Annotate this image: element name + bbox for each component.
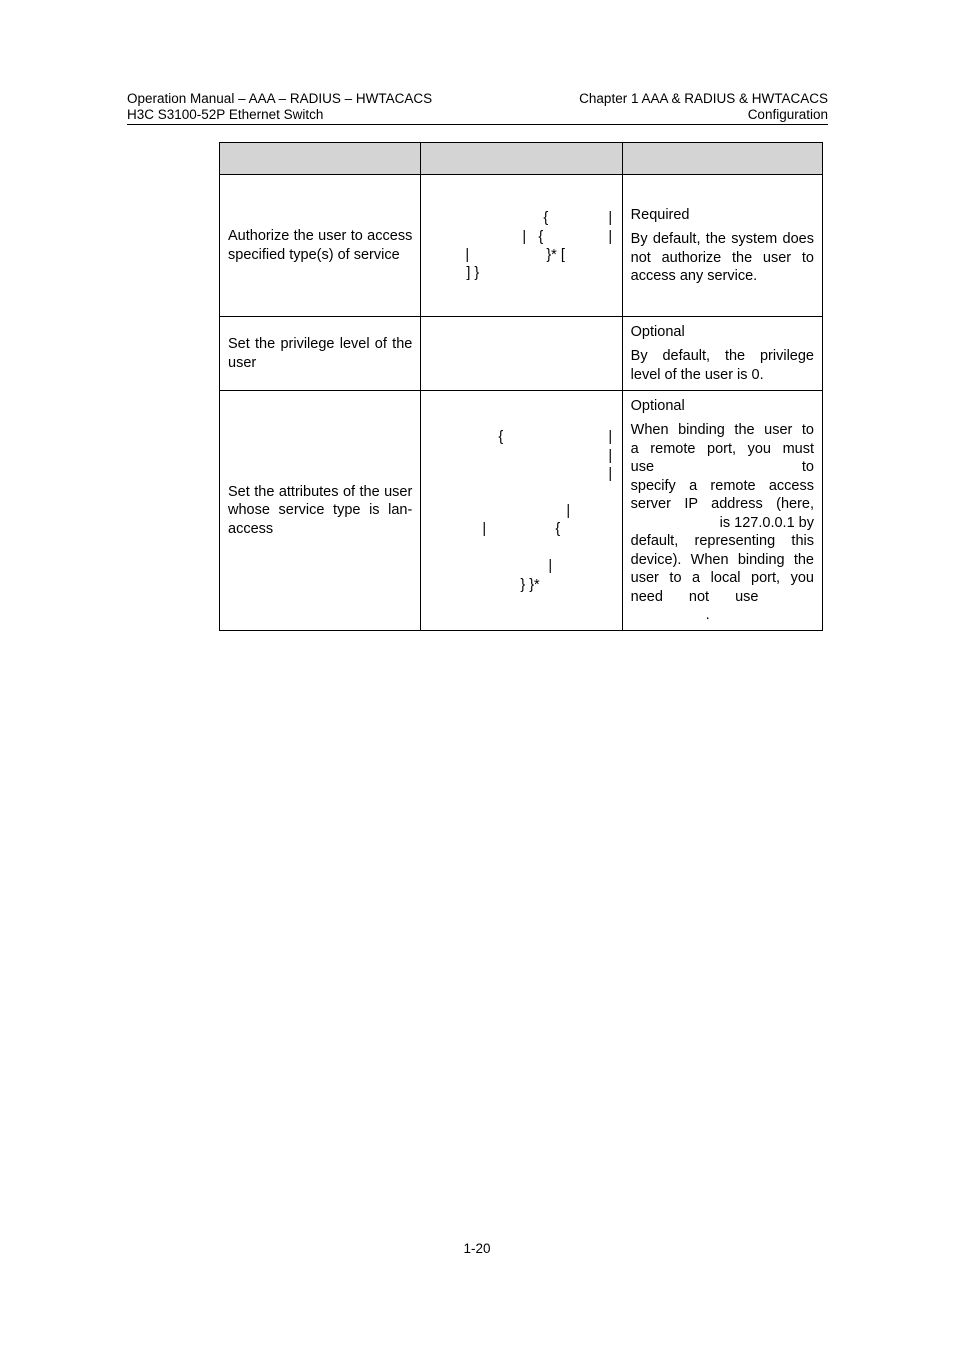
description-cell (622, 391, 822, 631)
command-glyph: { (498, 429, 504, 445)
command-glyph: | (465, 247, 470, 263)
command-glyph: } }* (520, 577, 540, 593)
header-cell-description (622, 143, 822, 175)
command-glyph: | (482, 521, 487, 537)
command-glyph: { (543, 210, 549, 226)
description-line (631, 458, 814, 477)
section-title: Configuration (747, 107, 828, 122)
operation-text: Set the attributes of the user whose service type is lan-access (228, 483, 413, 537)
product-name: H3C S3100-52P Ethernet Switch (127, 107, 324, 122)
description-line: When binding the user to (630, 422, 814, 438)
page-number: 1-20 (463, 1241, 491, 1256)
command-glyph: { (555, 521, 561, 537)
table-row (220, 175, 823, 317)
description-line: a remote port, you must (630, 440, 814, 457)
description-word: use (735, 588, 759, 605)
command-glyph: | (608, 429, 613, 445)
description-word: not (688, 588, 710, 605)
command-glyph: }* [ (546, 247, 565, 263)
description-line: specify a remote access (630, 477, 814, 494)
table-header-row (220, 143, 823, 175)
command-glyph: | (608, 229, 613, 245)
operation-text: Set the privilege level of the user (228, 336, 413, 371)
command-glyph: { (538, 229, 544, 245)
description-requirement: Optional (630, 397, 685, 414)
header-cell-command (421, 143, 622, 175)
description-line: user to a local port, you (630, 570, 814, 586)
command-glyph: | (522, 229, 527, 245)
command-glyph: ] } (466, 265, 480, 281)
header-cell-operation (220, 143, 421, 175)
description-word: to (801, 459, 814, 475)
table-row (220, 317, 823, 391)
description-text: By default, the system does not authorize the user to access any service. (630, 231, 814, 284)
description-word: use (630, 459, 655, 475)
description-cell (622, 317, 822, 391)
command-glyph: | (608, 466, 613, 482)
operation-text: Authorize the user to access specified type(s) of service (228, 228, 413, 263)
configuration-table (219, 142, 823, 631)
header-left (127, 91, 432, 123)
description-line (631, 588, 814, 607)
command-cell (421, 175, 622, 317)
description-cell (622, 175, 822, 317)
chapter-title: Chapter 1 AAA & RADIUS & HWTACACS (579, 91, 828, 106)
description-requirement: Required (630, 206, 690, 223)
description-line: default, representing this (630, 533, 814, 549)
description-line: . (705, 607, 710, 623)
command-glyph: | (608, 210, 613, 226)
command-cell (421, 391, 622, 631)
command-glyph: | (548, 558, 553, 574)
header-right (579, 91, 828, 123)
manual-title: Operation Manual – AAA – RADIUS – HWTACACS (127, 91, 433, 106)
operation-cell (220, 391, 421, 631)
operation-cell (220, 175, 421, 317)
description-requirement: Optional (630, 323, 685, 340)
command-glyph: | (608, 448, 613, 464)
header-divider (127, 124, 828, 125)
description-text: By default, the privilege level of the user is 0. (630, 348, 814, 383)
description-line: is 127.0.0.1 by (719, 514, 814, 531)
description-line: server IP address (here, (630, 496, 814, 512)
description-word: need (630, 588, 663, 605)
command-glyph: | (566, 503, 571, 519)
table-row (220, 391, 823, 631)
operation-cell (220, 317, 421, 391)
command-cell (421, 317, 622, 391)
description-line: device). When binding the (630, 551, 814, 568)
